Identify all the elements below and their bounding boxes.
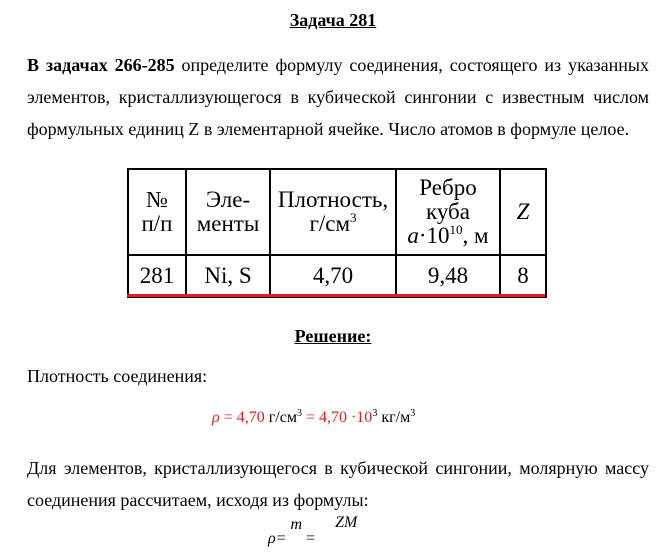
formula-value-2: = 4,70 ·10 — [301, 409, 373, 426]
solution-heading: Решение: — [294, 326, 372, 346]
formula-unit-1: г/см — [268, 409, 297, 426]
fraction-eq: = — [306, 530, 316, 547]
header-density-unit: г/см — [309, 211, 351, 236]
fraction-lhs: ρ= — [268, 530, 287, 547]
density-label: Плотность соединения: — [27, 366, 208, 386]
header-density — [270, 169, 396, 255]
formula-exp-3: 3 — [410, 408, 416, 419]
header-edge-line2: куба — [426, 199, 470, 224]
data-table — [127, 168, 547, 298]
statement-line-2: элементов, кристаллизующегося в кубической сингонии с известным числом — [27, 87, 649, 107]
header-elements — [186, 169, 270, 255]
cell-edge: 9,48 — [396, 255, 500, 297]
cell-z: 8 — [500, 255, 546, 297]
table-row — [128, 255, 546, 297]
density-formula — [212, 408, 415, 427]
problem-statement — [27, 49, 649, 145]
header-edge — [396, 169, 500, 255]
para2-line-1: Для элементов, кристаллизующегося в кубической сингонии, молярную массу — [27, 458, 649, 478]
formula-exp-2: 3 — [372, 408, 378, 419]
header-edge-mult: ·10 — [418, 223, 450, 248]
header-density-exp: 3 — [350, 210, 357, 225]
cell-elements: Ni, S — [186, 255, 270, 297]
header-density-line1: Плотность, — [277, 187, 389, 212]
fraction-num-m: m — [290, 516, 303, 533]
formula-exp-1: 3 — [296, 408, 302, 419]
header-num-line1: № — [146, 187, 168, 212]
red-underline — [127, 294, 545, 297]
para2-line-2: соединения рассчитаем, исходя из формулы: — [27, 490, 369, 510]
statement-line-1 — [27, 49, 649, 81]
header-elements-line2: менты — [196, 211, 260, 236]
formula-unit-2: кг/м — [377, 409, 411, 426]
header-z: Z — [500, 169, 546, 255]
header-num-line2: п/п — [141, 211, 173, 236]
formula-value-1: = 4,70 — [219, 409, 269, 426]
molar-mass-paragraph — [27, 452, 649, 516]
header-edge-exp: 10 — [449, 222, 463, 237]
table-header-row — [128, 169, 546, 255]
task-range: В задачах 266-285 — [27, 55, 175, 75]
header-edge-a: a — [407, 223, 419, 248]
statement-text-1: определите формулу соединения, состоящего из указанных — [174, 55, 649, 75]
header-edge-unit: , м — [462, 223, 489, 248]
task-title: Задача 281 — [289, 10, 377, 30]
density-fraction-formula — [268, 514, 358, 548]
header-elements-line1: Эле- — [205, 187, 251, 212]
fraction-num-zm: ZM — [335, 514, 358, 531]
header-num — [128, 169, 186, 255]
cell-density: 4,70 — [270, 255, 396, 297]
formula-rho: ρ — [212, 409, 220, 426]
header-edge-line1: Ребро — [419, 175, 477, 200]
statement-line-3: формульных единиц Z в элементарной ячейке. Число атомов в формуле целое. — [27, 119, 630, 139]
cell-num: 281 — [128, 255, 186, 297]
